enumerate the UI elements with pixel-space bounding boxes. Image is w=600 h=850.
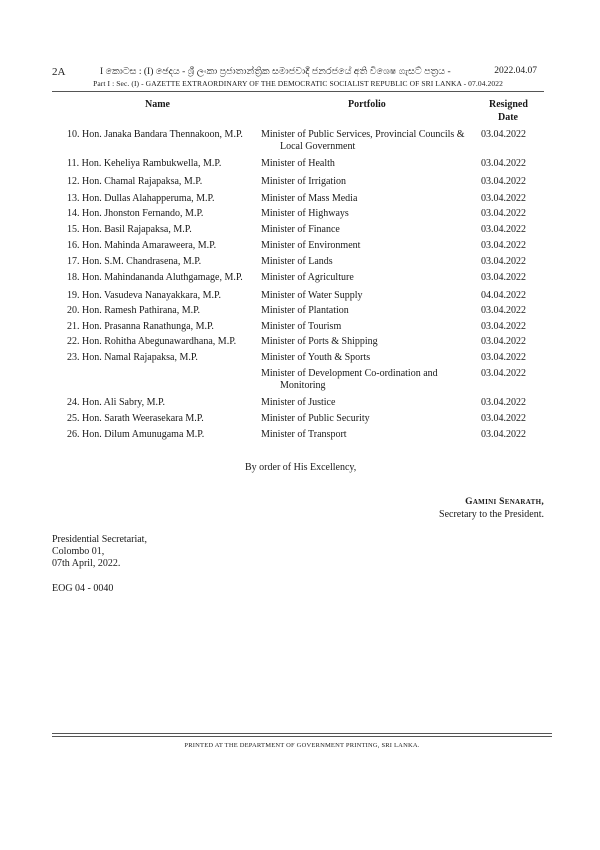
address-line: Presidential Secretariat,	[52, 534, 147, 545]
footer-divider-bottom	[52, 736, 552, 737]
resigned-date: 03.04.2022	[481, 272, 526, 283]
minister-name: 22. Hon. Rohitha Abegunawardhana, M.P.	[67, 336, 237, 347]
portfolio: Minister of Finance	[261, 224, 340, 235]
minister-name: 17. Hon. S.M. Chandrasena, M.P.	[67, 256, 202, 267]
resigned-date: 04.04.2022	[481, 290, 526, 301]
minister-name: 14. Hon. Jhonston Fernando, M.P.	[67, 208, 204, 219]
resigned-date: 03.04.2022	[481, 256, 526, 267]
resigned-date: 03.04.2022	[481, 208, 526, 219]
portfolio-text: Minister of Development Co-ordination and	[261, 368, 438, 379]
portfolio: Minister of Irrigation	[261, 176, 346, 187]
column-header-resigned: Resigned	[489, 99, 528, 110]
signatory-title: Secretary to the President.	[439, 509, 544, 520]
resigned-date: 03.04.2022	[481, 352, 526, 363]
resigned-date: 03.04.2022	[481, 224, 526, 235]
resigned-date: 03.04.2022	[481, 240, 526, 251]
minister-name: 16. Hon. Mahinda Amaraweera, M.P.	[67, 240, 217, 251]
address-line: 07th April, 2022.	[52, 558, 121, 569]
resigned-date: 03.04.2022	[481, 336, 526, 347]
portfolio: Minister of Transport	[261, 429, 347, 440]
header-sinhala-text: I කොටස : (I) ඡෙදය - ශ්‍රී ලංකා ප්‍රජාතාන්ත්‍රික සමාජවාදී ජනරජයේ අති විශෙෂ ගැසට් පත්‍රය -	[100, 67, 451, 77]
reference-number: EOG 04 - 0040	[52, 583, 114, 594]
resigned-date: 03.04.2022	[481, 397, 526, 408]
minister-name: 24. Hon. Ali Sabry, M.P.	[67, 397, 165, 408]
portfolio-continuation: Monitoring	[280, 380, 326, 391]
minister-name: 25. Hon. Sarath Weerasekara M.P.	[67, 413, 204, 424]
address-line: Colombo 01,	[52, 546, 105, 557]
column-header-portfolio: Portfolio	[348, 99, 386, 110]
portfolio: Minister of Lands	[261, 256, 333, 267]
portfolio: Minister of Agriculture	[261, 272, 354, 283]
minister-name: 26. Hon. Dilum Amunugama M.P.	[67, 429, 205, 440]
minister-name: 18. Hon. Mahindananda Aluthgamage, M.P.	[67, 272, 243, 283]
resigned-date: 03.04.2022	[481, 158, 526, 169]
portfolio: Minister of Ports & Shipping	[261, 336, 378, 347]
portfolio-continuation: Local Government	[280, 141, 356, 152]
minister-name: 19. Hon. Vasudeva Nanayakkara, M.P.	[67, 290, 221, 301]
portfolio: Minister of Youth & Sports	[261, 352, 371, 363]
resigned-date: 03.04.2022	[481, 321, 526, 332]
minister-name: 10. Hon. Janaka Bandara Thennakoon, M.P.	[67, 129, 243, 140]
header-english-title: Part I : Sec. (I) - GAZETTE EXTRAORDINARY OF THE DEMOCRATIC SOCIALIST REPUBLIC OF SRI LANKA - 07.04.2022	[93, 79, 503, 88]
portfolio	[261, 368, 475, 392]
signatory-name: Gamini Senarath,	[465, 497, 544, 507]
portfolio	[261, 129, 475, 153]
resigned-date: 03.04.2022	[481, 368, 526, 379]
footer-divider-top	[52, 733, 552, 734]
minister-name: 20. Hon. Ramesh Pathirana, M.P.	[67, 305, 201, 316]
minister-name: 15. Hon. Basil Rajapaksa, M.P.	[67, 224, 192, 235]
column-header-date: Date	[498, 112, 518, 123]
address-block	[52, 534, 147, 570]
minister-name: 23. Hon. Namal Rajapaksa, M.P.	[67, 352, 198, 363]
header-date: 2022.04.07	[494, 66, 537, 76]
portfolio: Minister of Health	[261, 158, 335, 169]
resigned-date: 03.04.2022	[481, 193, 526, 204]
resigned-date: 03.04.2022	[481, 305, 526, 316]
portfolio: Minister of Mass Media	[261, 193, 358, 204]
portfolio: Minister of Plantation	[261, 305, 349, 316]
resigned-date: 03.04.2022	[481, 429, 526, 440]
minister-name: 12. Hon. Chamal Rajapaksa, M.P.	[67, 176, 203, 187]
order-line: By order of His Excellency,	[245, 462, 357, 473]
resigned-date: 03.04.2022	[481, 129, 526, 140]
header-divider	[52, 91, 544, 92]
minister-name: 21. Hon. Prasanna Ranathunga, M.P.	[67, 321, 214, 332]
header-sinhala-title	[100, 66, 545, 77]
portfolio: Minister of Justice	[261, 397, 336, 408]
portfolio: Minister of Water Supply	[261, 290, 363, 301]
page-number: 2A	[52, 66, 66, 78]
minister-name: 11. Hon. Keheliya Rambukwella, M.P.	[67, 158, 222, 169]
portfolio: Minister of Highways	[261, 208, 349, 219]
minister-name: 13. Hon. Dullas Alahapperuma, M.P.	[67, 193, 215, 204]
portfolio: Minister of Tourism	[261, 321, 342, 332]
portfolio-text: Minister of Public Services, Provincial Councils &	[261, 129, 465, 140]
resigned-date: 03.04.2022	[481, 176, 526, 187]
resigned-date: 03.04.2022	[481, 413, 526, 424]
column-header-name: Name	[145, 99, 170, 110]
portfolio: Minister of Public Security	[261, 413, 370, 424]
printer-footer: PRINTED AT THE DEPARTMENT OF GOVERNMENT PRINTING, SRI LANKA.	[184, 742, 420, 749]
portfolio: Minister of Environment	[261, 240, 361, 251]
